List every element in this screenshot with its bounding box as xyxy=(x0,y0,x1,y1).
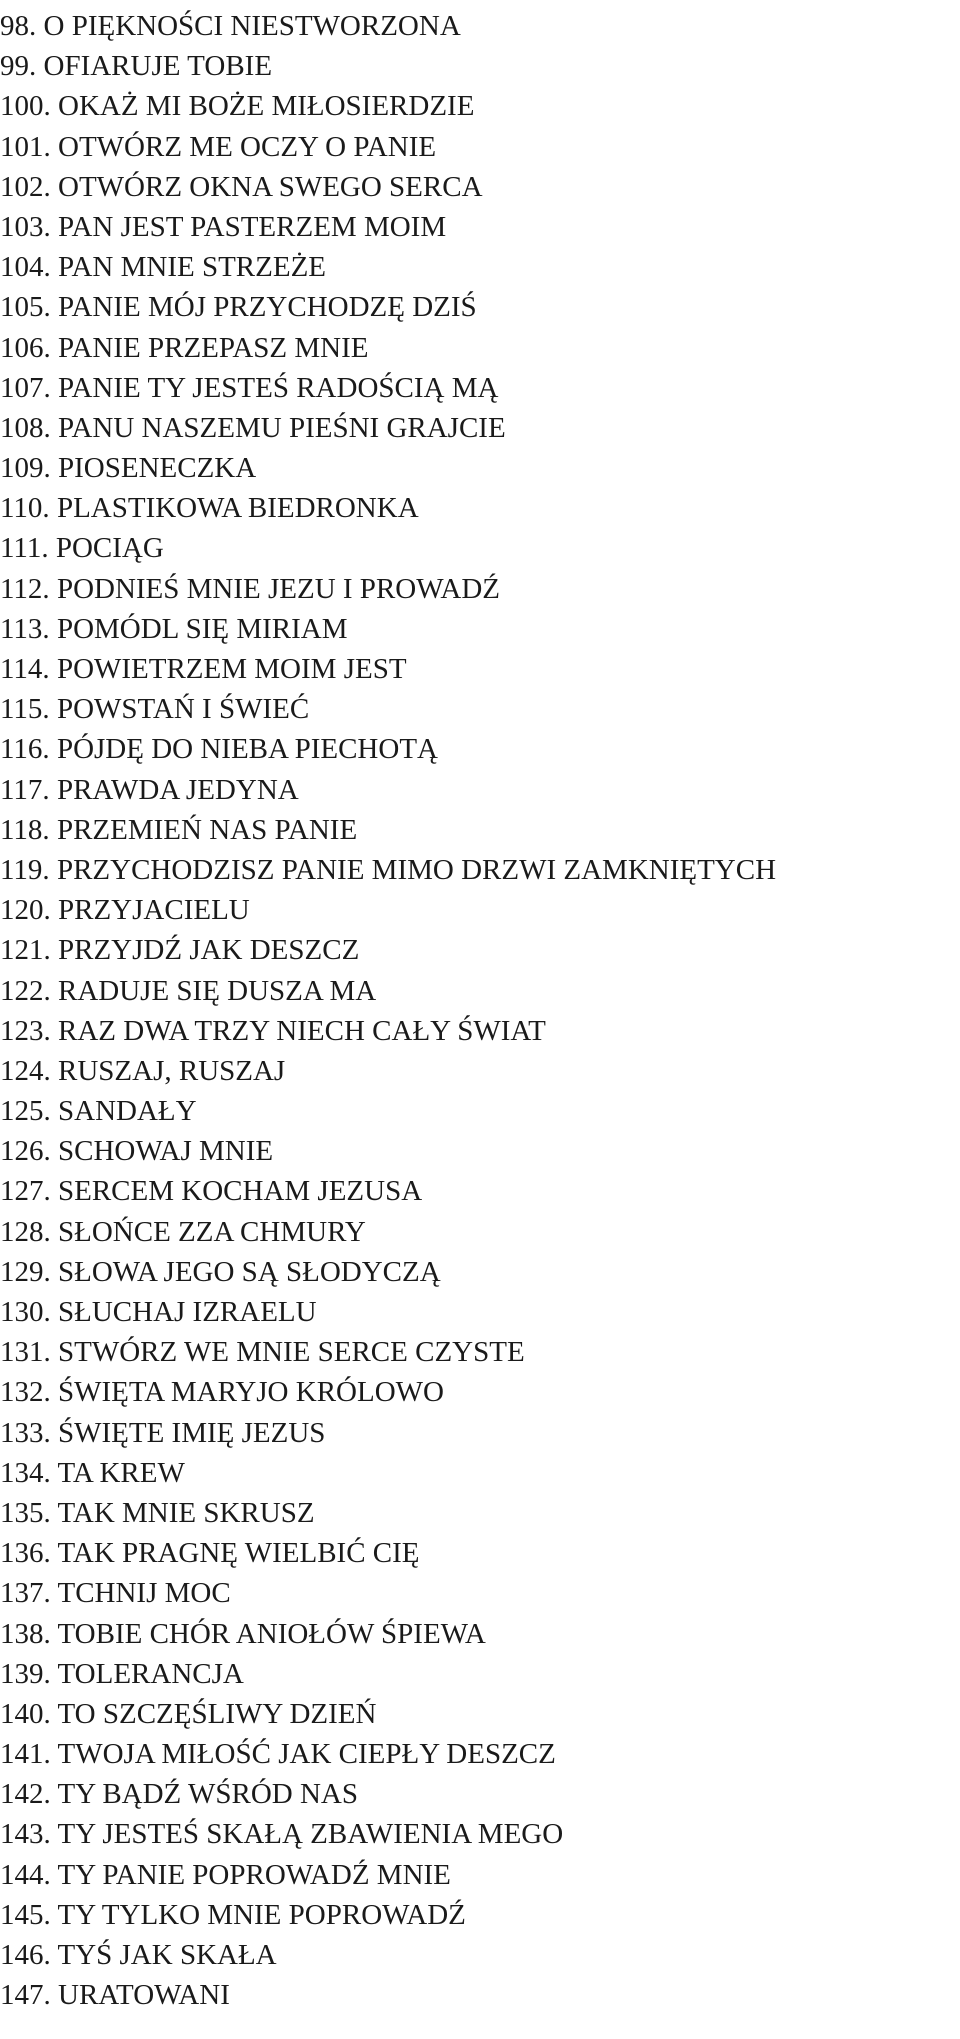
list-item xyxy=(0,729,960,769)
list-item xyxy=(0,1654,960,1694)
song-number: 124. xyxy=(0,1054,51,1087)
song-number: 142. xyxy=(0,1778,51,1811)
song-number: 120. xyxy=(0,894,51,927)
list-item xyxy=(0,368,960,408)
song-title: TO SZCZĘŚLIWY DZIEŃ xyxy=(57,1697,377,1730)
song-title: PRZEMIEŃ NAS PANIE xyxy=(56,813,358,846)
list-item xyxy=(0,569,960,609)
song-number: 123. xyxy=(0,1014,51,1047)
song-number: 140. xyxy=(0,1697,51,1730)
song-title: SERCEM KOCHAM JEZUSA xyxy=(58,1175,423,1208)
song-number: 128. xyxy=(0,1215,51,1248)
list-item xyxy=(0,810,960,850)
song-number: 146. xyxy=(0,1939,51,1971)
song-number: 129. xyxy=(0,1255,51,1288)
song-title: TOLERANCJA xyxy=(57,1657,244,1690)
list-item xyxy=(0,609,960,649)
list-item xyxy=(0,1091,960,1131)
list-item xyxy=(0,207,960,247)
list-item xyxy=(0,6,960,46)
song-number: 134. xyxy=(0,1456,51,1489)
list-item xyxy=(0,850,960,890)
song-number: 104. xyxy=(0,251,51,284)
song-title: PANIE TY JESTEŚ RADOŚCIĄ MĄ xyxy=(58,371,499,404)
list-item xyxy=(0,448,960,488)
list-item xyxy=(0,287,960,327)
song-title: TA KREW xyxy=(57,1456,185,1489)
song-number: 117. xyxy=(0,773,50,806)
song-title: TAK MNIE SKRUSZ xyxy=(57,1496,315,1529)
list-item xyxy=(0,1734,960,1774)
song-title: TAK PRAGNĘ WIELBIĆ CIĘ xyxy=(57,1537,420,1570)
song-title: O PIĘKNOŚCI NIESTWORZONA xyxy=(43,10,461,42)
song-list xyxy=(0,6,960,2015)
song-number: 100. xyxy=(0,90,51,123)
song-number: 131. xyxy=(0,1336,51,1369)
song-title: PRAWDA JEDYNA xyxy=(56,773,299,806)
song-number: 110. xyxy=(0,492,50,525)
list-item xyxy=(0,1252,960,1292)
song-index-document xyxy=(0,6,960,2015)
song-number: 99. xyxy=(0,50,37,83)
song-title: RADUJE SIĘ DUSZA MA xyxy=(58,974,377,1007)
song-number: 130. xyxy=(0,1296,51,1328)
song-title: SŁUCHAJ IZRAELU xyxy=(58,1296,317,1328)
list-item xyxy=(0,971,960,1011)
list-item xyxy=(0,167,960,207)
song-number: 107. xyxy=(0,371,51,404)
list-item xyxy=(0,689,960,729)
song-number: 127. xyxy=(0,1175,51,1208)
song-title: RAZ DWA TRZY NIECH CAŁY ŚWIAT xyxy=(58,1014,546,1047)
song-number: 108. xyxy=(0,411,51,444)
song-title: PRZYJDŹ JAK DESZCZ xyxy=(58,934,360,967)
song-number: 111. xyxy=(0,532,49,565)
song-number: 115. xyxy=(0,693,50,726)
song-title: OFIARUJE TOBIE xyxy=(43,50,273,83)
song-number: 105. xyxy=(0,291,51,324)
list-item xyxy=(0,1011,960,1051)
song-title: PANIE PRZEPASZ MNIE xyxy=(58,331,369,364)
list-item xyxy=(0,1533,960,1573)
list-item xyxy=(0,127,960,167)
list-item xyxy=(0,1413,960,1453)
song-number: 144. xyxy=(0,1858,51,1891)
song-title: SANDAŁY xyxy=(58,1095,197,1128)
song-title: SŁOWA JEGO SĄ SŁODYCZĄ xyxy=(58,1255,441,1288)
song-number: 139. xyxy=(0,1657,51,1690)
song-title: PANU NASZEMU PIEŚNI GRAJCIE xyxy=(58,411,506,444)
song-number: 109. xyxy=(0,452,51,485)
song-title: POWSTAŃ I ŚWIEĆ xyxy=(56,693,310,726)
song-number: 138. xyxy=(0,1617,51,1650)
song-number: 106. xyxy=(0,331,51,364)
song-number: 113. xyxy=(0,612,50,645)
song-title: URATOWANI xyxy=(58,1979,230,2012)
song-number: 103. xyxy=(0,210,51,243)
song-title: OTWÓRZ OKNA SWEGO SERCA xyxy=(58,170,483,203)
song-title: TOBIE CHÓR ANIOŁÓW ŚPIEWA xyxy=(57,1617,486,1650)
song-title: SCHOWAJ MNIE xyxy=(58,1135,274,1168)
song-number: 136. xyxy=(0,1537,51,1570)
song-title: POMÓDL SIĘ MIRIAM xyxy=(56,612,348,645)
list-item xyxy=(0,1573,960,1613)
song-number: 135. xyxy=(0,1496,51,1529)
song-number: 132. xyxy=(0,1376,51,1409)
list-item xyxy=(0,1975,960,2015)
song-title: TY TYLKO MNIE POPROWADŹ xyxy=(57,1898,466,1931)
song-number: 133. xyxy=(0,1416,51,1449)
song-title: SŁOŃCE ZZA CHMURY xyxy=(58,1215,366,1248)
song-number: 143. xyxy=(0,1818,51,1851)
song-number: 119. xyxy=(0,853,50,886)
song-number: 101. xyxy=(0,130,51,163)
song-title: OKAŻ MI BOŻE MIŁOSIERDZIE xyxy=(58,90,475,123)
list-item xyxy=(0,1292,960,1332)
list-item xyxy=(0,1372,960,1412)
list-item xyxy=(0,1694,960,1734)
song-number: 137. xyxy=(0,1577,51,1610)
song-title: PIOSENECZKA xyxy=(58,452,257,485)
song-number: 118. xyxy=(0,813,50,846)
song-title: POCIĄG xyxy=(55,532,164,565)
list-item xyxy=(0,86,960,126)
list-item xyxy=(0,649,960,689)
list-item xyxy=(0,930,960,970)
song-title: PODNIEŚ MNIE JEZU I PROWADŹ xyxy=(56,572,500,605)
song-number: 125. xyxy=(0,1095,51,1128)
song-number: 112. xyxy=(0,572,50,605)
song-number: 145. xyxy=(0,1898,51,1931)
song-title: PLASTIKOWA BIEDRONKA xyxy=(56,492,419,525)
song-title: PANIE MÓJ PRZYCHODZĘ DZIŚ xyxy=(58,291,477,324)
song-number: 126. xyxy=(0,1135,51,1168)
song-title: OTWÓRZ ME OCZY O PANIE xyxy=(58,130,437,163)
song-title: POWIETRZEM MOIM JEST xyxy=(56,653,407,685)
song-title: PRZYCHODZISZ PANIE MIMO DRZWI ZAMKNIĘTYCH xyxy=(56,853,777,886)
song-number: 114. xyxy=(0,653,50,685)
song-number: 116. xyxy=(0,733,50,766)
list-item xyxy=(0,247,960,287)
song-title: PRZYJACIELU xyxy=(58,894,250,927)
song-title: TYŚ JAK SKAŁA xyxy=(57,1939,277,1971)
song-title: PAN MNIE STRZEŻE xyxy=(58,251,326,284)
list-item xyxy=(0,488,960,528)
list-item xyxy=(0,1212,960,1252)
song-title: ŚWIĘTA MARYJO KRÓLOWO xyxy=(58,1376,444,1409)
list-item xyxy=(0,1051,960,1091)
song-number: 102. xyxy=(0,170,51,203)
song-title: STWÓRZ WE MNIE SERCE CZYSTE xyxy=(58,1336,525,1369)
list-item xyxy=(0,1895,960,1935)
song-number: 98. xyxy=(0,10,37,42)
list-item xyxy=(0,770,960,810)
song-number: 121. xyxy=(0,934,51,967)
song-title: TY JESTEŚ SKAŁĄ ZBAWIENIA MEGO xyxy=(57,1818,564,1851)
list-item xyxy=(0,890,960,930)
song-title: PAN JEST PASTERZEM MOIM xyxy=(58,210,447,243)
list-item xyxy=(0,408,960,448)
song-title: TY BĄDŹ WŚRÓD NAS xyxy=(57,1778,358,1811)
list-item xyxy=(0,1171,960,1211)
song-title: TCHNIJ MOC xyxy=(57,1577,231,1610)
song-title: PÓJDĘ DO NIEBA PIECHOTĄ xyxy=(56,733,438,766)
list-item xyxy=(0,1614,960,1654)
list-item xyxy=(0,1493,960,1533)
list-item xyxy=(0,1855,960,1895)
list-item xyxy=(0,528,960,568)
song-title: TWOJA MIŁOŚĆ JAK CIEPŁY DESZCZ xyxy=(57,1738,556,1771)
song-title: RUSZAJ, RUSZAJ xyxy=(58,1054,286,1087)
song-number: 122. xyxy=(0,974,51,1007)
list-item xyxy=(0,1774,960,1814)
song-title: TY PANIE POPROWADŹ MNIE xyxy=(57,1858,451,1891)
song-number: 141. xyxy=(0,1738,51,1771)
song-number: 147. xyxy=(0,1979,51,2012)
list-item xyxy=(0,1332,960,1372)
list-item xyxy=(0,1935,960,1975)
list-item xyxy=(0,1814,960,1854)
song-title: ŚWIĘTE IMIĘ JEZUS xyxy=(58,1416,326,1449)
list-item xyxy=(0,46,960,86)
list-item xyxy=(0,1453,960,1493)
list-item xyxy=(0,328,960,368)
list-item xyxy=(0,1131,960,1171)
